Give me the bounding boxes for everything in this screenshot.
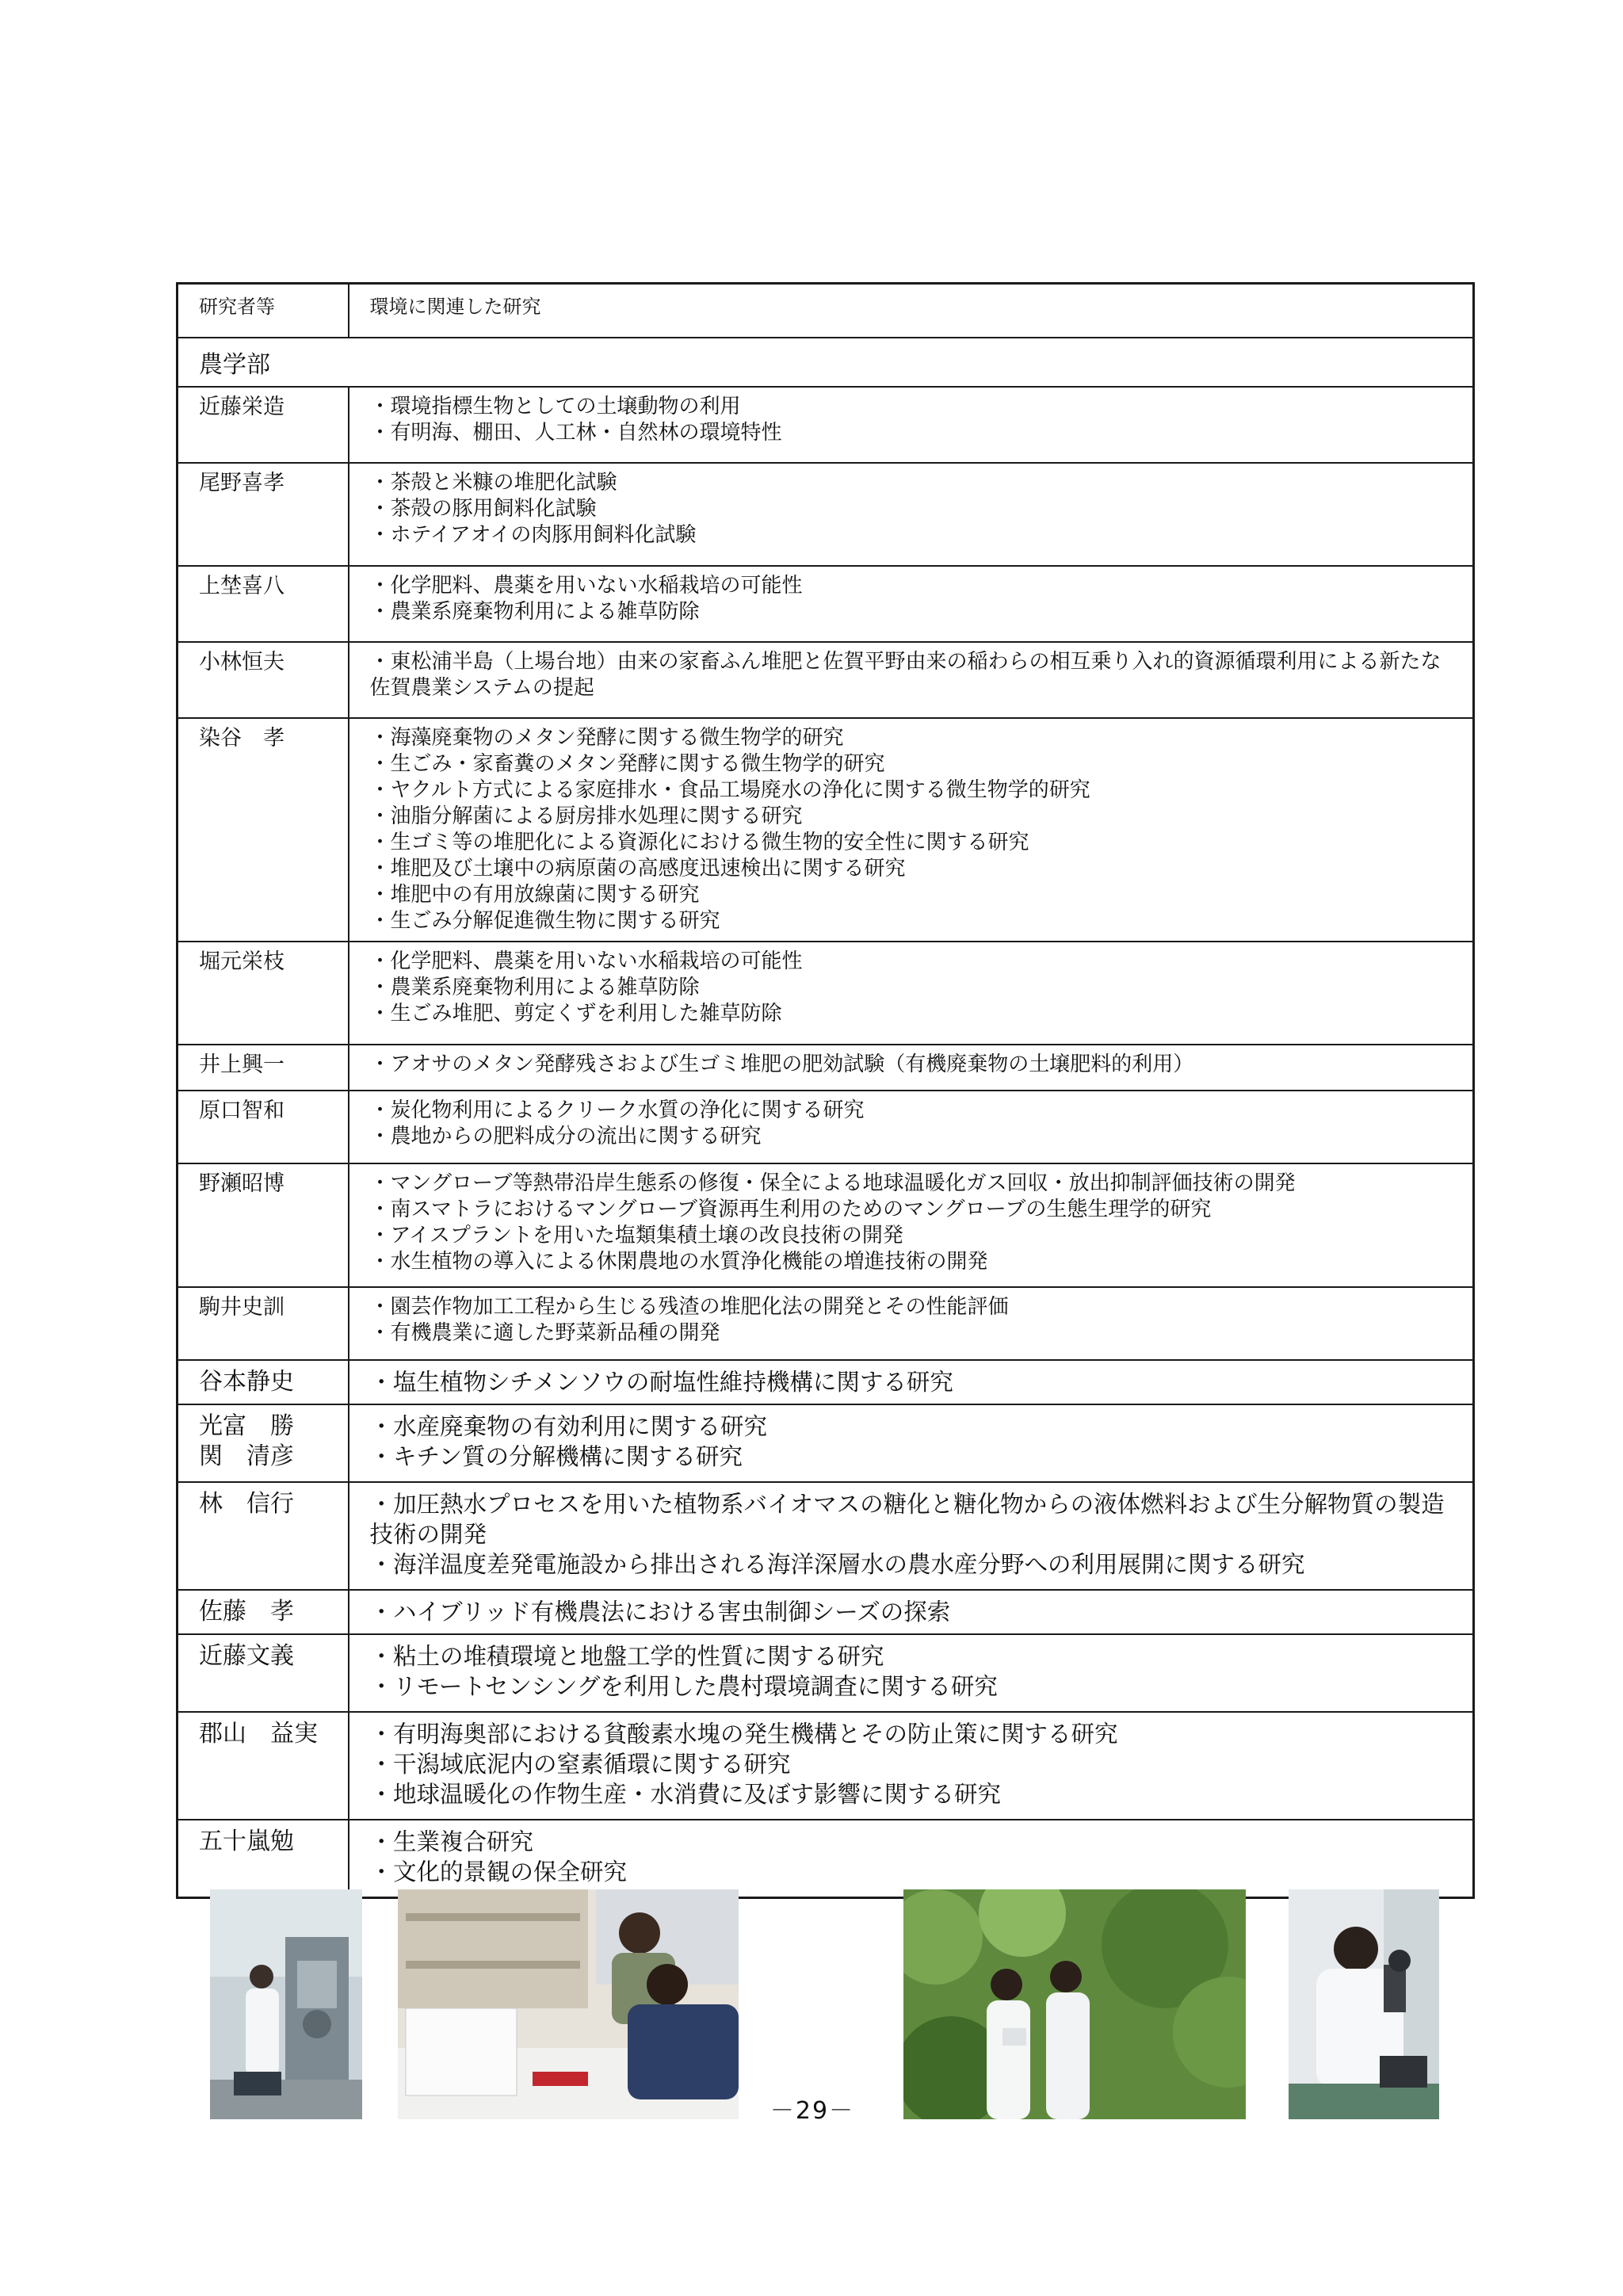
- name-line: 野瀬昭博: [199, 1171, 285, 1196]
- name-line: 郡山 益実: [199, 1720, 318, 1748]
- research-topics: [349, 942, 1474, 1045]
- topic-line: ・生ごみ堆肥、剪定くずを利用した雑草防除: [369, 1002, 782, 1026]
- table-row: [178, 1163, 1474, 1287]
- researcher-name: [178, 387, 349, 463]
- name-line: 五十嵐勉: [199, 1828, 294, 1855]
- table-row: [178, 942, 1474, 1045]
- topic-line: ・マングローブ等熱帯沿岸生態系の修復・保全による地球温暖化ガス回収・放出抑制評価技術の開発: [369, 1171, 1296, 1195]
- research-table: [176, 282, 1475, 1899]
- topic-line: ・南スマトラにおけるマングローブ資源再生利用のためのマングローブの生態生理学的研究: [369, 1198, 1212, 1221]
- researcher-name: [178, 1045, 349, 1091]
- research-topics: [349, 1712, 1474, 1820]
- topic-line: ・東松浦半島（上場台地）由来の家畜ふん堆肥と佐賀平野由来の稲わらの相互乗り入れ的資源循環利用による新たな佐賀農業システムの提起: [369, 650, 1442, 700]
- research-topics: [349, 1590, 1474, 1634]
- topic-line: ・文化的景観の保全研究: [369, 1859, 628, 1885]
- topic-line: ・有機農業に適した野菜新品種の開発: [369, 1321, 720, 1345]
- topic-line: ・化学肥料、農薬を用いない水稲栽培の可能性: [369, 574, 803, 598]
- table-row: [178, 1482, 1474, 1590]
- name-line: 井上興一: [199, 1052, 285, 1077]
- table-row: [178, 1091, 1474, 1163]
- research-topics: [349, 1163, 1474, 1287]
- topic-line: ・海洋温度差発電施設から排出される海洋深層水の農水産分野への利用展開に関する研究: [369, 1551, 1305, 1578]
- table-row: [178, 1820, 1474, 1898]
- topic-line: ・有明海、棚田、人工林・自然林の環境特性: [369, 421, 782, 445]
- name-line: 尾野喜孝: [199, 471, 285, 495]
- table-row: [178, 463, 1474, 566]
- table-row: [178, 387, 1474, 463]
- name-line: 堀元栄枝: [199, 949, 285, 974]
- topic-line: ・ホテイアオイの肉豚用飼料化試験: [369, 523, 697, 547]
- research-topics: [349, 1360, 1474, 1404]
- researcher-name: [178, 1820, 349, 1898]
- researcher-name: [178, 1404, 349, 1482]
- table-row: [178, 1404, 1474, 1482]
- table-row: [178, 1634, 1474, 1712]
- topic-line: ・リモートセンシングを利用した農村環境調査に関する研究: [369, 1673, 998, 1700]
- topic-line: ・キチン質の分解機構に関する研究: [369, 1443, 743, 1470]
- topic-line: ・水生植物の導入による休閑農地の水質浄化機能の増進技術の開発: [369, 1250, 988, 1274]
- topic-line: ・環境指標生物としての土壌動物の利用: [369, 395, 741, 418]
- topic-line: ・塩生植物シチメンソウの耐塩性維持機構に関する研究: [369, 1369, 953, 1396]
- header-researchers: 研究者等: [178, 284, 349, 338]
- table-row: [178, 1590, 1474, 1634]
- name-line: 小林恒夫: [199, 650, 285, 674]
- research-topics: [349, 1820, 1474, 1898]
- greenhouse-photo: [903, 1889, 1246, 2119]
- topic-line: ・アイスプラントを用いた塩類集積土壌の改良技術の開発: [369, 1224, 903, 1247]
- researcher-name: [178, 1287, 349, 1360]
- researcher-name: [178, 718, 349, 942]
- researcher-name: [178, 942, 349, 1045]
- name-line: 林 信行: [199, 1490, 294, 1518]
- name-line: 光富 勝: [199, 1412, 294, 1440]
- research-topics: [349, 566, 1474, 642]
- topic-line: ・油脂分解菌による厨房排水処理に関する研究: [369, 804, 803, 828]
- table-row: [178, 1712, 1474, 1820]
- research-topics: [349, 642, 1474, 718]
- name-line: 原口智和: [199, 1098, 285, 1123]
- research-topics: [349, 1091, 1474, 1163]
- topic-line: ・炭化物利用によるクリーク水質の浄化に関する研究: [369, 1098, 865, 1122]
- topic-line: ・生ごみ・家畜糞のメタン発酵に関する微生物学的研究: [369, 752, 885, 776]
- topic-line: ・海藻廃棄物のメタン発酵に関する微生物学的研究: [369, 726, 844, 750]
- topic-line: ・ヤクルト方式による家庭排水・食品工場廃水の浄化に関する微生物学的研究: [369, 778, 1090, 802]
- topic-line: ・生ごみ分解促進微生物に関する研究: [369, 909, 720, 933]
- researcher-name: [178, 1590, 349, 1634]
- topic-line: ・生業複合研究: [369, 1828, 534, 1855]
- name-line: 谷本静史: [199, 1368, 294, 1396]
- research-topics: [349, 1045, 1474, 1091]
- research-topics: [349, 1287, 1474, 1360]
- topic-line: ・加圧熱水プロセスを用いた植物系バイオマスの糖化と糖化物からの液体燃料および生分解物質の製造技術の開発: [369, 1491, 1445, 1548]
- researcher-name: [178, 1482, 349, 1590]
- topic-line: ・有明海奥部における貧酸素水塊の発生機構とその防止策に関する研究: [369, 1721, 1118, 1748]
- topic-line: ・粘土の堆積環境と地盤工学的性質に関する研究: [369, 1643, 884, 1670]
- topic-line: ・水産廃棄物の有効利用に関する研究: [369, 1413, 768, 1440]
- section-title: 農学部: [178, 338, 1474, 387]
- table-row: [178, 1360, 1474, 1404]
- researcher-name: [178, 1712, 349, 1820]
- name-line: 近藤栄造: [199, 395, 285, 419]
- topic-line: ・農業系廃棄物利用による雑草防除: [369, 976, 700, 999]
- research-topics: [349, 1634, 1474, 1712]
- table-row: [178, 718, 1474, 942]
- topic-line: ・茶殻と米糠の堆肥化試験: [369, 471, 617, 495]
- researcher-name: [178, 1163, 349, 1287]
- topic-line: ・農業系廃棄物利用による雑草防除: [369, 600, 700, 624]
- name-line: 上埜喜八: [199, 574, 285, 598]
- researcher-name: [178, 1634, 349, 1712]
- topic-line: ・化学肥料、農薬を用いない水稲栽培の可能性: [369, 949, 803, 973]
- topic-line: ・堆肥中の有用放線菌に関する研究: [369, 883, 700, 907]
- table-row: [178, 1287, 1474, 1360]
- researcher-name: [178, 566, 349, 642]
- topic-line: ・生ゴミ等の堆肥化による資源化における微生物的安全性に関する研究: [369, 831, 1029, 854]
- research-topics: [349, 1404, 1474, 1482]
- topic-line: ・地球温暖化の作物生産・水消費に及ぼす影響に関する研究: [369, 1781, 1002, 1808]
- topic-line: ・ハイブリッド有機農法における害虫制御シーズの探索: [369, 1599, 951, 1626]
- microscope-photo: [1289, 1889, 1439, 2119]
- name-line: 佐藤 孝: [199, 1598, 294, 1626]
- header-research: 環境に関連した研究: [349, 284, 1474, 338]
- research-topics: [349, 387, 1474, 463]
- table-row: [178, 642, 1474, 718]
- table-row: [178, 1045, 1474, 1091]
- topic-line: ・茶殻の豚用飼料化試験: [369, 497, 597, 521]
- section-row: [178, 338, 1474, 387]
- researcher-name: [178, 1360, 349, 1404]
- name-line: 関 清彦: [199, 1442, 294, 1470]
- topic-line: ・堆肥及び土壌中の病原菌の高感度迅速検出に関する研究: [369, 857, 906, 881]
- page-number: －29－: [769, 2097, 855, 2125]
- name-line: 染谷 孝: [199, 726, 285, 751]
- topic-line: ・アオサのメタン発酵残さおよび生ゴミ堆肥の肥効試験（有機廃棄物の土壌肥料的利用）: [369, 1052, 1194, 1076]
- lab-equipment-photo: [210, 1889, 362, 2119]
- research-topics: [349, 1482, 1474, 1590]
- topic-line: ・農地からの肥料成分の流出に関する研究: [369, 1125, 762, 1148]
- researcher-name: [178, 1091, 349, 1163]
- topic-line: ・干潟域底泥内の窒素循環に関する研究: [369, 1751, 791, 1778]
- research-topics: [349, 463, 1474, 566]
- name-line: 駒井史訓: [199, 1295, 285, 1320]
- table-header-row: [178, 284, 1474, 338]
- researcher-name: [178, 463, 349, 566]
- lab-students-photo: [398, 1889, 739, 2119]
- table-row: [178, 566, 1474, 642]
- research-topics: [349, 718, 1474, 942]
- name-line: 近藤文義: [199, 1642, 294, 1670]
- researcher-name: [178, 642, 349, 718]
- topic-line: ・園芸作物加工工程から生じる残渣の堆肥化法の開発とその性能評価: [369, 1295, 1009, 1319]
